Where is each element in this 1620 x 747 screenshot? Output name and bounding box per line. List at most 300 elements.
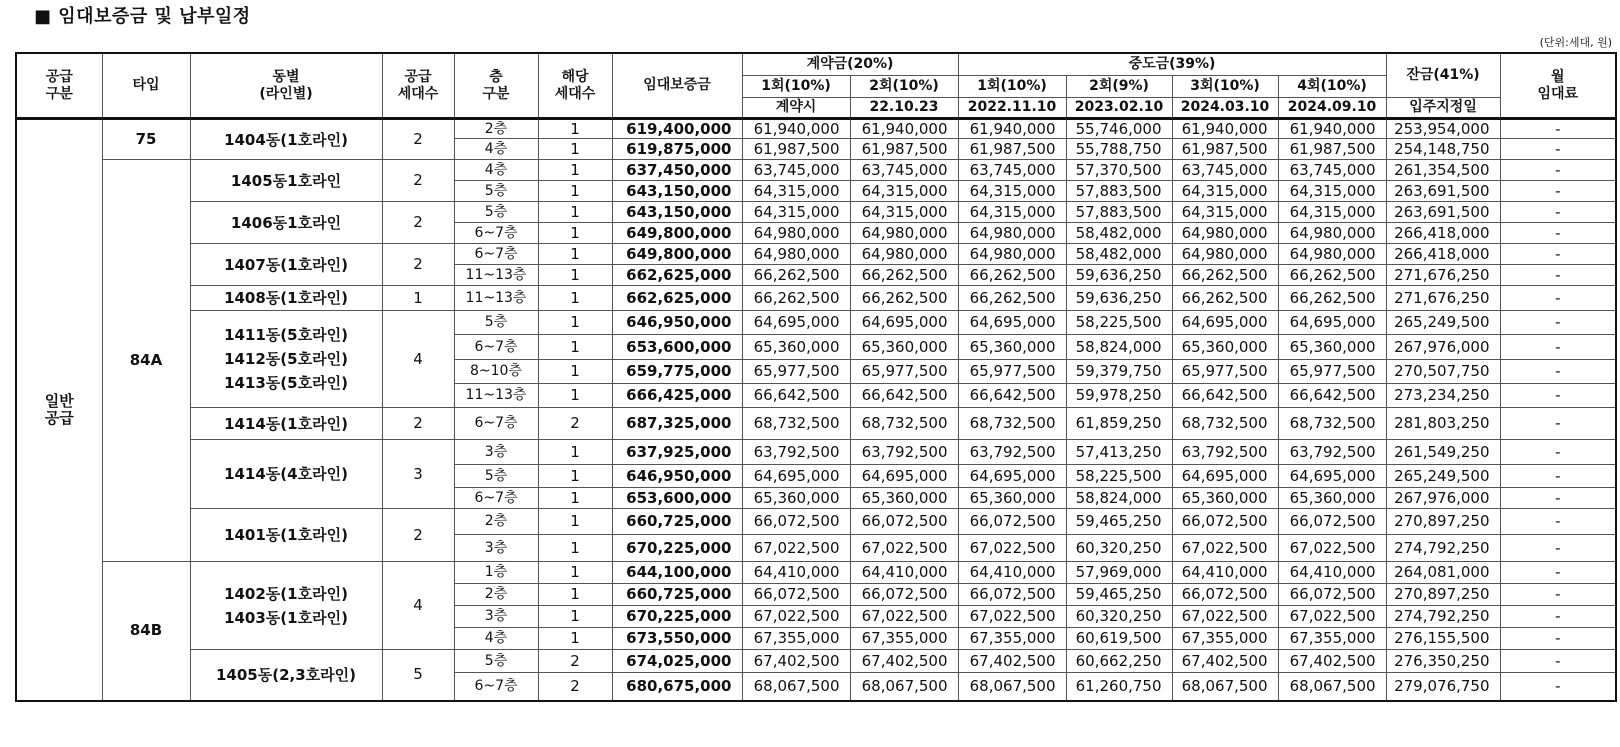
deposit-cell: 643,150,000 [612, 202, 742, 223]
amount-m3-cell: 66,642,500 [1172, 384, 1278, 408]
amount-c1-cell: 67,022,500 [742, 535, 850, 562]
header-date-c1: 계약시 [742, 98, 850, 119]
amount-m4-cell: 67,022,500 [1278, 606, 1386, 628]
header-balance: 잔금(41%) [1386, 53, 1500, 98]
floor-cell: 8~10층 [454, 360, 538, 384]
monthly-rent-cell: - [1500, 488, 1616, 509]
amount-bal-cell: 274,792,250 [1386, 535, 1500, 562]
amount-c1-cell: 66,262,500 [742, 265, 850, 286]
amount-m3-cell: 66,262,500 [1172, 286, 1278, 311]
deposit-cell: 662,625,000 [612, 265, 742, 286]
amount-c1-cell: 67,355,000 [742, 628, 850, 650]
amount-m2-cell: 59,636,250 [1066, 286, 1172, 311]
amount-bal-cell: 274,792,250 [1386, 606, 1500, 628]
header-date-c2: 22.10.23 [850, 98, 958, 119]
table-header [16, 53, 1616, 119]
amount-m4-cell: 64,980,000 [1278, 223, 1386, 244]
amount-m4-cell: 66,072,500 [1278, 584, 1386, 606]
amount-m1-cell: 64,410,000 [958, 562, 1066, 584]
building-name: 1407동(1호라인) [224, 255, 348, 274]
amount-m3-cell: 61,940,000 [1172, 119, 1278, 139]
header-floor [454, 53, 538, 119]
amount-c1-cell: 64,410,000 [742, 562, 850, 584]
amount-m1-cell: 61,940,000 [958, 119, 1066, 139]
amount-m1-cell: 63,792,500 [958, 440, 1066, 465]
floor-cell: 5층 [454, 181, 538, 202]
header-supply-type-text: 공급 구분 [45, 68, 73, 102]
amount-m3-cell: 64,695,000 [1172, 465, 1278, 488]
building-cell [190, 509, 382, 562]
deposit-cell: 646,950,000 [612, 311, 742, 335]
amount-m4-cell: 64,315,000 [1278, 202, 1386, 223]
units-cell: 1 [538, 244, 612, 265]
supply-group-cell [16, 119, 102, 701]
amount-c1-cell: 61,987,500 [742, 139, 850, 160]
units-cell: 1 [538, 584, 612, 606]
amount-c1-cell: 64,315,000 [742, 202, 850, 223]
deposit-cell: 687,325,000 [612, 408, 742, 440]
amount-m4-cell: 61,987,500 [1278, 139, 1386, 160]
building-name: 1414동(4호라인) [224, 465, 348, 483]
amount-bal-cell: 276,350,250 [1386, 650, 1500, 673]
units-cell: 1 [538, 160, 612, 181]
deposit-cell: 649,800,000 [612, 244, 742, 265]
floor-cell: 5층 [454, 311, 538, 335]
amount-c2-cell: 66,072,500 [850, 584, 958, 606]
amount-c1-cell: 67,022,500 [742, 606, 850, 628]
supply-count-cell: 2 [382, 408, 454, 440]
header-c2: 2회(10%) [850, 76, 958, 98]
amount-c1-cell: 68,067,500 [742, 673, 850, 701]
header-building-text: 동별 (라인별) [259, 68, 313, 102]
header-deposit: 임대보증금 [612, 53, 742, 119]
units-cell: 1 [538, 223, 612, 244]
monthly-rent-cell: - [1500, 650, 1616, 673]
header-supply-type [16, 53, 102, 119]
deposit-cell: 646,950,000 [612, 465, 742, 488]
header-m2: 2회(9%) [1066, 76, 1172, 98]
amount-m4-cell: 66,072,500 [1278, 509, 1386, 535]
floor-cell: 4층 [454, 628, 538, 650]
floor-cell: 6~7층 [454, 223, 538, 244]
floor-cell: 6~7층 [454, 408, 538, 440]
header-monthly-text: 월 임대료 [1537, 68, 1579, 102]
floor-cell: 11~13층 [454, 265, 538, 286]
units-cell: 1 [538, 360, 612, 384]
amount-m1-cell: 67,022,500 [958, 606, 1066, 628]
header-m1: 1회(10%) [958, 76, 1066, 98]
deposit-cell: 660,725,000 [612, 584, 742, 606]
deposit-cell: 619,400,000 [612, 119, 742, 139]
amount-m4-cell: 67,022,500 [1278, 535, 1386, 562]
amount-bal-cell: 253,954,000 [1386, 119, 1500, 139]
amount-m2-cell: 61,859,250 [1066, 408, 1172, 440]
amount-m2-cell: 55,746,000 [1066, 119, 1172, 139]
supply-group-text: 일반 공급 [44, 391, 74, 427]
floor-cell: 2층 [454, 509, 538, 535]
amount-c2-cell: 63,792,500 [850, 440, 958, 465]
monthly-rent-cell: - [1500, 465, 1616, 488]
amount-c2-cell: 64,695,000 [850, 465, 958, 488]
header-supply-count-text: 공급 세대수 [397, 68, 439, 102]
units-cell: 2 [538, 650, 612, 673]
floor-cell: 3층 [454, 535, 538, 562]
amount-bal-cell: 261,354,500 [1386, 160, 1500, 181]
amount-c1-cell: 66,072,500 [742, 584, 850, 606]
amount-m1-cell: 61,987,500 [958, 139, 1066, 160]
deposit-cell: 637,925,000 [612, 440, 742, 465]
header-middle: 중도금(39%) [958, 53, 1386, 76]
floor-cell: 11~13층 [454, 286, 538, 311]
table-row [16, 202, 1616, 223]
header-units [538, 53, 612, 119]
floor-cell: 4층 [454, 160, 538, 181]
table-row [16, 119, 1616, 139]
units-cell: 2 [538, 408, 612, 440]
units-cell: 1 [538, 265, 612, 286]
amount-m4-cell: 65,360,000 [1278, 335, 1386, 360]
amount-c2-cell: 63,745,000 [850, 160, 958, 181]
amount-m1-cell: 68,732,500 [958, 408, 1066, 440]
building-name: 1405동1호라인 [230, 171, 342, 190]
monthly-rent-cell: - [1500, 562, 1616, 584]
amount-bal-cell: 276,155,500 [1386, 628, 1500, 650]
amount-c2-cell: 65,977,500 [850, 360, 958, 384]
amount-m4-cell: 68,067,500 [1278, 673, 1386, 701]
deposit-schedule-table [15, 52, 1617, 702]
amount-m3-cell: 64,695,000 [1172, 311, 1278, 335]
amount-m2-cell: 59,465,250 [1066, 584, 1172, 606]
units-cell: 1 [538, 562, 612, 584]
amount-c2-cell: 64,980,000 [850, 223, 958, 244]
units-cell: 1 [538, 119, 612, 139]
header-m3: 3회(10%) [1172, 76, 1278, 98]
monthly-rent-cell: - [1500, 160, 1616, 181]
supply-count-cell: 3 [382, 440, 454, 509]
table-row [16, 562, 1616, 584]
building-cell [190, 202, 382, 244]
building-cell [190, 562, 382, 650]
monthly-rent-cell: - [1500, 202, 1616, 223]
building-cell [190, 244, 382, 286]
amount-bal-cell: 265,249,500 [1386, 311, 1500, 335]
monthly-rent-cell: - [1500, 535, 1616, 562]
table-row [16, 311, 1616, 335]
amount-m1-cell: 67,355,000 [958, 628, 1066, 650]
amount-m1-cell: 66,072,500 [958, 584, 1066, 606]
amount-m3-cell: 68,067,500 [1172, 673, 1278, 701]
deposit-cell: 670,225,000 [612, 606, 742, 628]
amount-m2-cell: 58,225,500 [1066, 465, 1172, 488]
amount-m4-cell: 65,360,000 [1278, 488, 1386, 509]
supply-count-cell: 2 [382, 119, 454, 160]
amount-m1-cell: 64,695,000 [958, 311, 1066, 335]
monthly-rent-cell: - [1500, 584, 1616, 606]
amount-m3-cell: 65,360,000 [1172, 488, 1278, 509]
amount-m3-cell: 66,262,500 [1172, 265, 1278, 286]
amount-m3-cell: 65,977,500 [1172, 360, 1278, 384]
deposit-cell: 673,550,000 [612, 628, 742, 650]
amount-c2-cell: 64,695,000 [850, 311, 958, 335]
building-cell [190, 119, 382, 160]
amount-m1-cell: 64,980,000 [958, 244, 1066, 265]
building-name: 1408동(1호라인) [224, 289, 348, 307]
monthly-rent-cell: - [1500, 223, 1616, 244]
units-cell: 1 [538, 181, 612, 202]
amount-c1-cell: 64,980,000 [742, 244, 850, 265]
deposit-cell: 670,225,000 [612, 535, 742, 562]
floor-cell: 3층 [454, 440, 538, 465]
amount-m1-cell: 66,262,500 [958, 265, 1066, 286]
supply-count-cell: 4 [382, 311, 454, 408]
monthly-rent-cell: - [1500, 119, 1616, 139]
amount-c2-cell: 65,360,000 [850, 335, 958, 360]
floor-cell: 11~13층 [454, 384, 538, 408]
monthly-rent-cell: - [1500, 408, 1616, 440]
amount-c2-cell: 68,732,500 [850, 408, 958, 440]
amount-m1-cell: 64,315,000 [958, 202, 1066, 223]
amount-m3-cell: 65,360,000 [1172, 335, 1278, 360]
amount-m2-cell: 57,969,000 [1066, 562, 1172, 584]
amount-c1-cell: 63,792,500 [742, 440, 850, 465]
deposit-cell: 680,675,000 [612, 673, 742, 701]
units-cell: 1 [538, 509, 612, 535]
building-name: 1406동1호라인 [230, 213, 342, 232]
amount-m3-cell: 66,072,500 [1172, 509, 1278, 535]
monthly-rent-cell: - [1500, 335, 1616, 360]
header-date-balance: 입주지정일 [1386, 98, 1500, 119]
amount-c2-cell: 67,402,500 [850, 650, 958, 673]
amount-c1-cell: 64,980,000 [742, 223, 850, 244]
floor-cell: 2층 [454, 584, 538, 606]
amount-bal-cell: 254,148,750 [1386, 139, 1500, 160]
units-cell: 1 [538, 488, 612, 509]
units-cell: 1 [538, 311, 612, 335]
header-monthly [1500, 53, 1616, 119]
header-date-m1: 2022.11.10 [958, 98, 1066, 119]
amount-c2-cell: 66,262,500 [850, 286, 958, 311]
amount-m1-cell: 68,067,500 [958, 673, 1066, 701]
header-contract: 계약금(20%) [742, 53, 958, 76]
monthly-rent-cell: - [1500, 181, 1616, 202]
amount-m2-cell: 59,978,250 [1066, 384, 1172, 408]
table-row [16, 160, 1616, 181]
units-cell: 2 [538, 673, 612, 701]
amount-m3-cell: 67,402,500 [1172, 650, 1278, 673]
deposit-cell: 619,875,000 [612, 139, 742, 160]
amount-m4-cell: 68,732,500 [1278, 408, 1386, 440]
building-name: 1402동(1호라인) 1403동(1호라인) [224, 584, 348, 627]
building-cell [190, 440, 382, 509]
building-cell [190, 311, 382, 408]
units-cell: 1 [538, 606, 612, 628]
monthly-rent-cell: - [1500, 440, 1616, 465]
amount-c1-cell: 64,695,000 [742, 311, 850, 335]
deposit-cell: 649,800,000 [612, 223, 742, 244]
amount-m4-cell: 63,745,000 [1278, 160, 1386, 181]
table-row [16, 286, 1616, 311]
header-date-m2: 2023.02.10 [1066, 98, 1172, 119]
amount-c1-cell: 61,940,000 [742, 119, 850, 139]
amount-m1-cell: 64,315,000 [958, 181, 1066, 202]
table-body [16, 119, 1616, 701]
table-row [16, 244, 1616, 265]
units-cell: 1 [538, 286, 612, 311]
amount-m4-cell: 64,980,000 [1278, 244, 1386, 265]
amount-m2-cell: 58,482,000 [1066, 223, 1172, 244]
amount-c1-cell: 67,402,500 [742, 650, 850, 673]
amount-m2-cell: 58,482,000 [1066, 244, 1172, 265]
amount-bal-cell: 273,234,250 [1386, 384, 1500, 408]
units-cell: 1 [538, 465, 612, 488]
amount-c2-cell: 64,980,000 [850, 244, 958, 265]
amount-c1-cell: 64,695,000 [742, 465, 850, 488]
amount-m4-cell: 61,940,000 [1278, 119, 1386, 139]
amount-c2-cell: 65,360,000 [850, 488, 958, 509]
amount-bal-cell: 261,549,250 [1386, 440, 1500, 465]
units-cell: 1 [538, 384, 612, 408]
deposit-cell: 660,725,000 [612, 509, 742, 535]
amount-m1-cell: 67,022,500 [958, 535, 1066, 562]
monthly-rent-cell: - [1500, 628, 1616, 650]
units-cell: 1 [538, 335, 612, 360]
floor-cell: 6~7층 [454, 335, 538, 360]
amount-m3-cell: 64,315,000 [1172, 202, 1278, 223]
amount-m2-cell: 57,413,250 [1066, 440, 1172, 465]
amount-bal-cell: 267,976,000 [1386, 335, 1500, 360]
deposit-cell: 666,425,000 [612, 384, 742, 408]
amount-bal-cell: 266,418,000 [1386, 244, 1500, 265]
amount-c2-cell: 67,022,500 [850, 606, 958, 628]
amount-m2-cell: 59,379,750 [1066, 360, 1172, 384]
amount-bal-cell: 266,418,000 [1386, 223, 1500, 244]
header-type: 타입 [102, 53, 190, 119]
deposit-cell: 644,100,000 [612, 562, 742, 584]
amount-c2-cell: 67,355,000 [850, 628, 958, 650]
supply-count-cell: 2 [382, 160, 454, 202]
amount-m2-cell: 60,320,250 [1066, 606, 1172, 628]
amount-m4-cell: 64,410,000 [1278, 562, 1386, 584]
amount-m2-cell: 58,225,500 [1066, 311, 1172, 335]
monthly-rent-cell: - [1500, 606, 1616, 628]
monthly-rent-cell: - [1500, 673, 1616, 701]
amount-c2-cell: 64,315,000 [850, 181, 958, 202]
amount-m4-cell: 64,695,000 [1278, 465, 1386, 488]
deposit-cell: 653,600,000 [612, 335, 742, 360]
amount-c2-cell: 67,022,500 [850, 535, 958, 562]
table-row [16, 408, 1616, 440]
amount-m1-cell: 64,980,000 [958, 223, 1066, 244]
floor-cell: 5층 [454, 650, 538, 673]
building-cell [190, 286, 382, 311]
monthly-rent-cell: - [1500, 286, 1616, 311]
building-name: 1401동(1호라인) [224, 526, 348, 544]
amount-bal-cell: 267,976,000 [1386, 488, 1500, 509]
amount-m2-cell: 60,320,250 [1066, 535, 1172, 562]
amount-m4-cell: 64,695,000 [1278, 311, 1386, 335]
units-cell: 1 [538, 139, 612, 160]
building-cell [190, 650, 382, 701]
type-cell: 75 [102, 119, 190, 160]
amount-m2-cell: 59,465,250 [1066, 509, 1172, 535]
amount-m2-cell: 57,370,500 [1066, 160, 1172, 181]
amount-m1-cell: 65,977,500 [958, 360, 1066, 384]
amount-m3-cell: 61,987,500 [1172, 139, 1278, 160]
monthly-rent-cell: - [1500, 384, 1616, 408]
amount-m2-cell: 60,619,500 [1066, 628, 1172, 650]
units-cell: 1 [538, 202, 612, 223]
amount-c1-cell: 63,745,000 [742, 160, 850, 181]
building-cell [190, 160, 382, 202]
deposit-cell: 659,775,000 [612, 360, 742, 384]
deposit-cell: 674,025,000 [612, 650, 742, 673]
amount-m3-cell: 67,022,500 [1172, 606, 1278, 628]
amount-m4-cell: 64,315,000 [1278, 181, 1386, 202]
deposit-cell: 662,625,000 [612, 286, 742, 311]
amount-m4-cell: 66,262,500 [1278, 265, 1386, 286]
amount-m2-cell: 61,260,750 [1066, 673, 1172, 701]
amount-c1-cell: 64,315,000 [742, 181, 850, 202]
amount-bal-cell: 263,691,500 [1386, 202, 1500, 223]
amount-c2-cell: 66,642,500 [850, 384, 958, 408]
amount-bal-cell: 264,081,000 [1386, 562, 1500, 584]
monthly-rent-cell: - [1500, 360, 1616, 384]
amount-c1-cell: 66,642,500 [742, 384, 850, 408]
monthly-rent-cell: - [1500, 311, 1616, 335]
header-units-text: 해당 세대수 [554, 68, 596, 102]
amount-m3-cell: 63,792,500 [1172, 440, 1278, 465]
header-building [190, 53, 382, 119]
amount-m3-cell: 64,410,000 [1172, 562, 1278, 584]
header-floor-text: 층 구분 [482, 68, 510, 102]
units-cell: 1 [538, 535, 612, 562]
amount-bal-cell: 270,897,250 [1386, 584, 1500, 606]
amount-m4-cell: 67,355,000 [1278, 628, 1386, 650]
amount-c1-cell: 68,732,500 [742, 408, 850, 440]
amount-m2-cell: 59,636,250 [1066, 265, 1172, 286]
building-name: 1411동(5호라인) 1412동(5호라인) 1413동(5호라인) [224, 326, 348, 392]
header-c1: 1회(10%) [742, 76, 850, 98]
amount-c2-cell: 64,410,000 [850, 562, 958, 584]
amount-c2-cell: 66,262,500 [850, 265, 958, 286]
floor-cell: 5층 [454, 465, 538, 488]
amount-m3-cell: 64,315,000 [1172, 181, 1278, 202]
supply-count-cell: 5 [382, 650, 454, 701]
page-title: ■ 임대보증금 및 납부일정 [34, 6, 251, 27]
supply-count-cell: 2 [382, 509, 454, 562]
type-cell: 84A [102, 160, 190, 562]
supply-count-cell: 1 [382, 286, 454, 311]
amount-m1-cell: 66,072,500 [958, 509, 1066, 535]
header-supply-count [382, 53, 454, 119]
header-date-m4: 2024.09.10 [1278, 98, 1386, 119]
amount-c1-cell: 65,360,000 [742, 335, 850, 360]
amount-c2-cell: 61,940,000 [850, 119, 958, 139]
amount-c1-cell: 65,977,500 [742, 360, 850, 384]
amount-c1-cell: 65,360,000 [742, 488, 850, 509]
amount-bal-cell: 281,803,250 [1386, 408, 1500, 440]
building-cell [190, 408, 382, 440]
table-row [16, 509, 1616, 535]
amount-m3-cell: 64,980,000 [1172, 223, 1278, 244]
building-name: 1405동(2,3호라인) [216, 665, 356, 684]
monthly-rent-cell: - [1500, 244, 1616, 265]
floor-cell: 5층 [454, 202, 538, 223]
monthly-rent-cell: - [1500, 139, 1616, 160]
amount-m4-cell: 63,792,500 [1278, 440, 1386, 465]
deposit-cell: 643,150,000 [612, 181, 742, 202]
units-cell: 1 [538, 628, 612, 650]
